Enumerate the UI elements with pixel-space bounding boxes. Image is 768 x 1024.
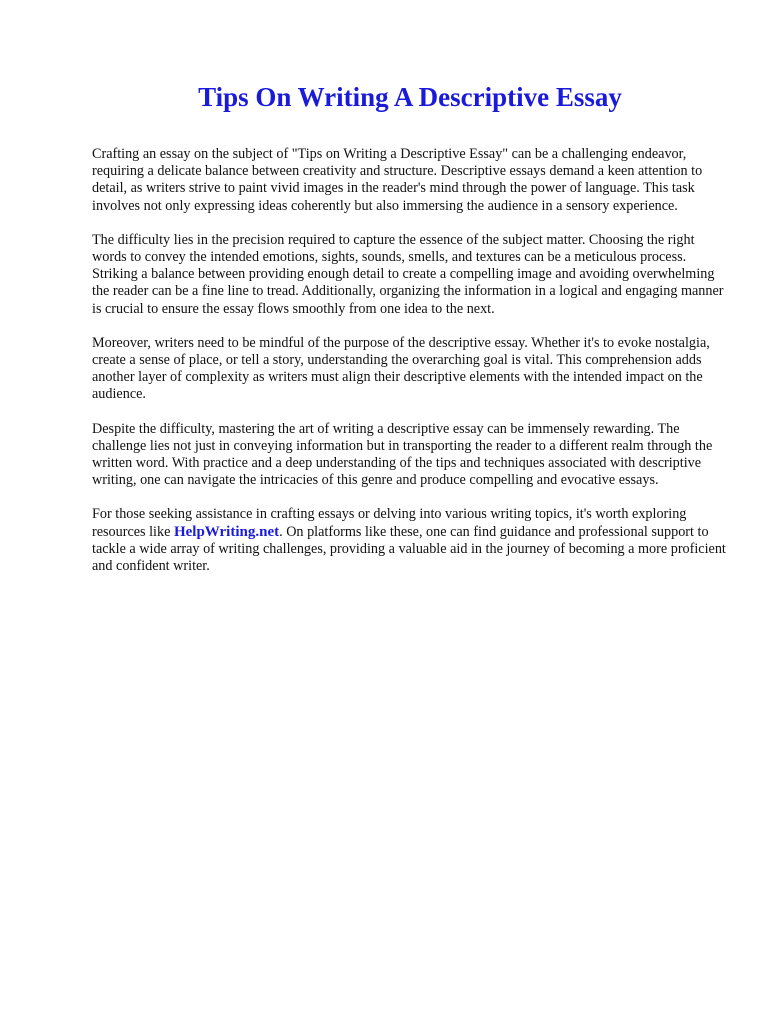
paragraph-5 [92,506,726,575]
page-title: Tips On Writing A Descriptive Essay [198,82,622,112]
essay-body [92,146,726,592]
paragraph-1: Crafting an essay on the subject of "Tips on Writing a Descriptive Essay" can be a challenging endeavor, requiring a delicate balance between creativity and structure. Descriptive essays demand a keen attention to detail, as writers strive to paint vivid images in the reader's mind through the power of language. This task involves not only expressing ideas coherently but also immersing the audience in a sensory experience. [92,146,703,214]
paragraph-2: The difficulty lies in the precision required to capture the essence of the subject matter. Choosing the right words to convey the intended emotions, sights, sounds, smells, and textures can be a meticulous process. Striking a balance between providing enough detail to create a compelling image and avoiding overwhelming the reader can be a fine line to tread. Additionally, organizing the information in a logical and engaging manner is crucial to ensure the essay flows smoothly from one idea to the next. [92,231,724,317]
paragraph-5-text-before-link: For those seeking assistance in crafting essays or delving into various writing topics, it's worth exploring resources like [92,506,687,540]
paragraph-5-text-after-link: . On platforms like these, one can find guidance and professional support to tackle a wide array of writing challenges, providing a valuable aid in the journey of becoming a more proficient and confident writer. [92,523,726,575]
paragraph-3: Moreover, writers need to be mindful of the purpose of the descriptive essay. Whether it's to evoke nostalgia, create a sense of place, or tell a story, understanding the overarching goal is vital. This comprehension adds another layer of complexity as writers must align their descriptive elements with the intended impact on the audience. [92,334,710,403]
helpwriting-link[interactable]: HelpWriting.net [173,523,280,540]
paragraph-4: Despite the difficulty, mastering the art of writing a descriptive essay can be immensely rewarding. The challenge lies not just in conveying information but in transporting the reader to a different realm through the written word. With practice and a deep understanding of the tips and techniques associated with descriptive writing, one can navigate the intricacies of this genre and produce compelling and evocative essays. [92,420,713,489]
